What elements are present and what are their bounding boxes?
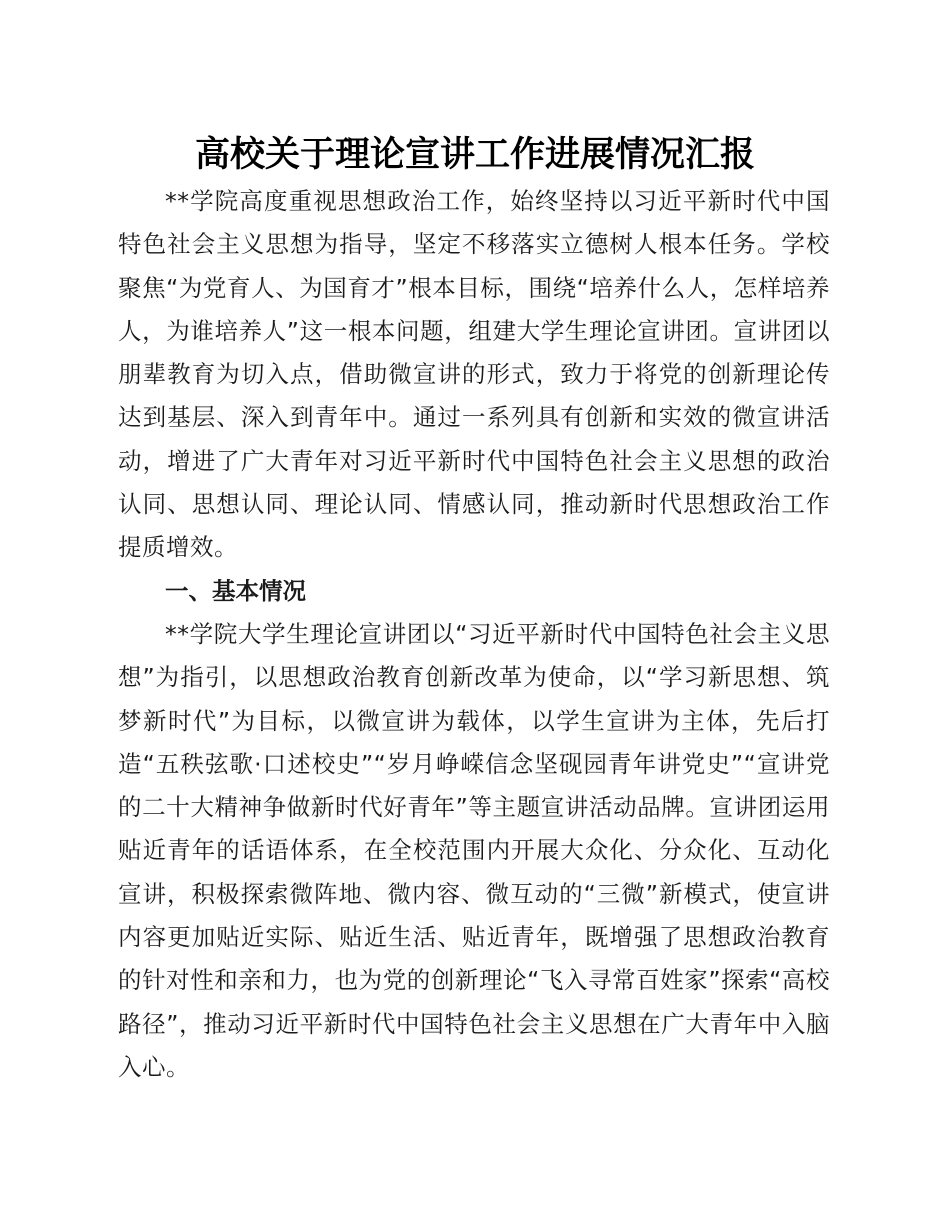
document-title: 高校关于理论宣讲工作进展情况汇报 — [194, 134, 755, 175]
intro-paragraph: **学院高度重视思想政治工作，始终坚持以习近平新时代中国特色社会主义思想为指导，坚定不移落实立德树人根本任务。学校聚焦“为党育人、为国育才”根本目标，围绕“培养什么人，怎样培养人，为谁培养人”这一根本问题，组建大学生理论宣讲团。宣讲团以朋辈教育为切入点，借助微宣讲的形式，致力于将党的创新理论传达到基层、深入到青年中。通过一系列具有创新和实效的微宣讲活动，增进了广大青年对习近平新时代中国特色社会主义思想的政治认同、思想认同、理论认同、情感认同，推动新时代思想政治工作提质增效。 — [118, 187, 830, 562]
section-heading-basic-situation: 一、基本情况 — [165, 576, 306, 605]
document-body — [118, 180, 830, 1089]
section-1-paragraph: **学院大学生理论宣讲团以“习近平新时代中国特色社会主义思想”为指引，以思想政治教育创新改革为使命，以“学习新思想、筑梦新时代”为目标，以微宣讲为载体，以学生宣讲为主体，先后打造“五秩弦歌·口述校史”“岁月峥嵘信念坚砚园青年讲党史”“宣讲党的二十大精神争做新时代好青年”等主题宣讲活动品牌。宣讲团运用贴近青年的话语体系，在全校范围内开展大众化、分众化、互动化宣讲，积极探索微阵地、微内容、微互动的“三微”新模式，使宣讲内容更加贴近实际、贴近生活、贴近青年，既增强了思想政治教育的针对性和亲和力，也为党的创新理论“飞入寻常百姓家”探索“高校路径”，推动习近平新时代中国特色社会主义思想在广大青年中入脑入心。 — [118, 619, 830, 1081]
